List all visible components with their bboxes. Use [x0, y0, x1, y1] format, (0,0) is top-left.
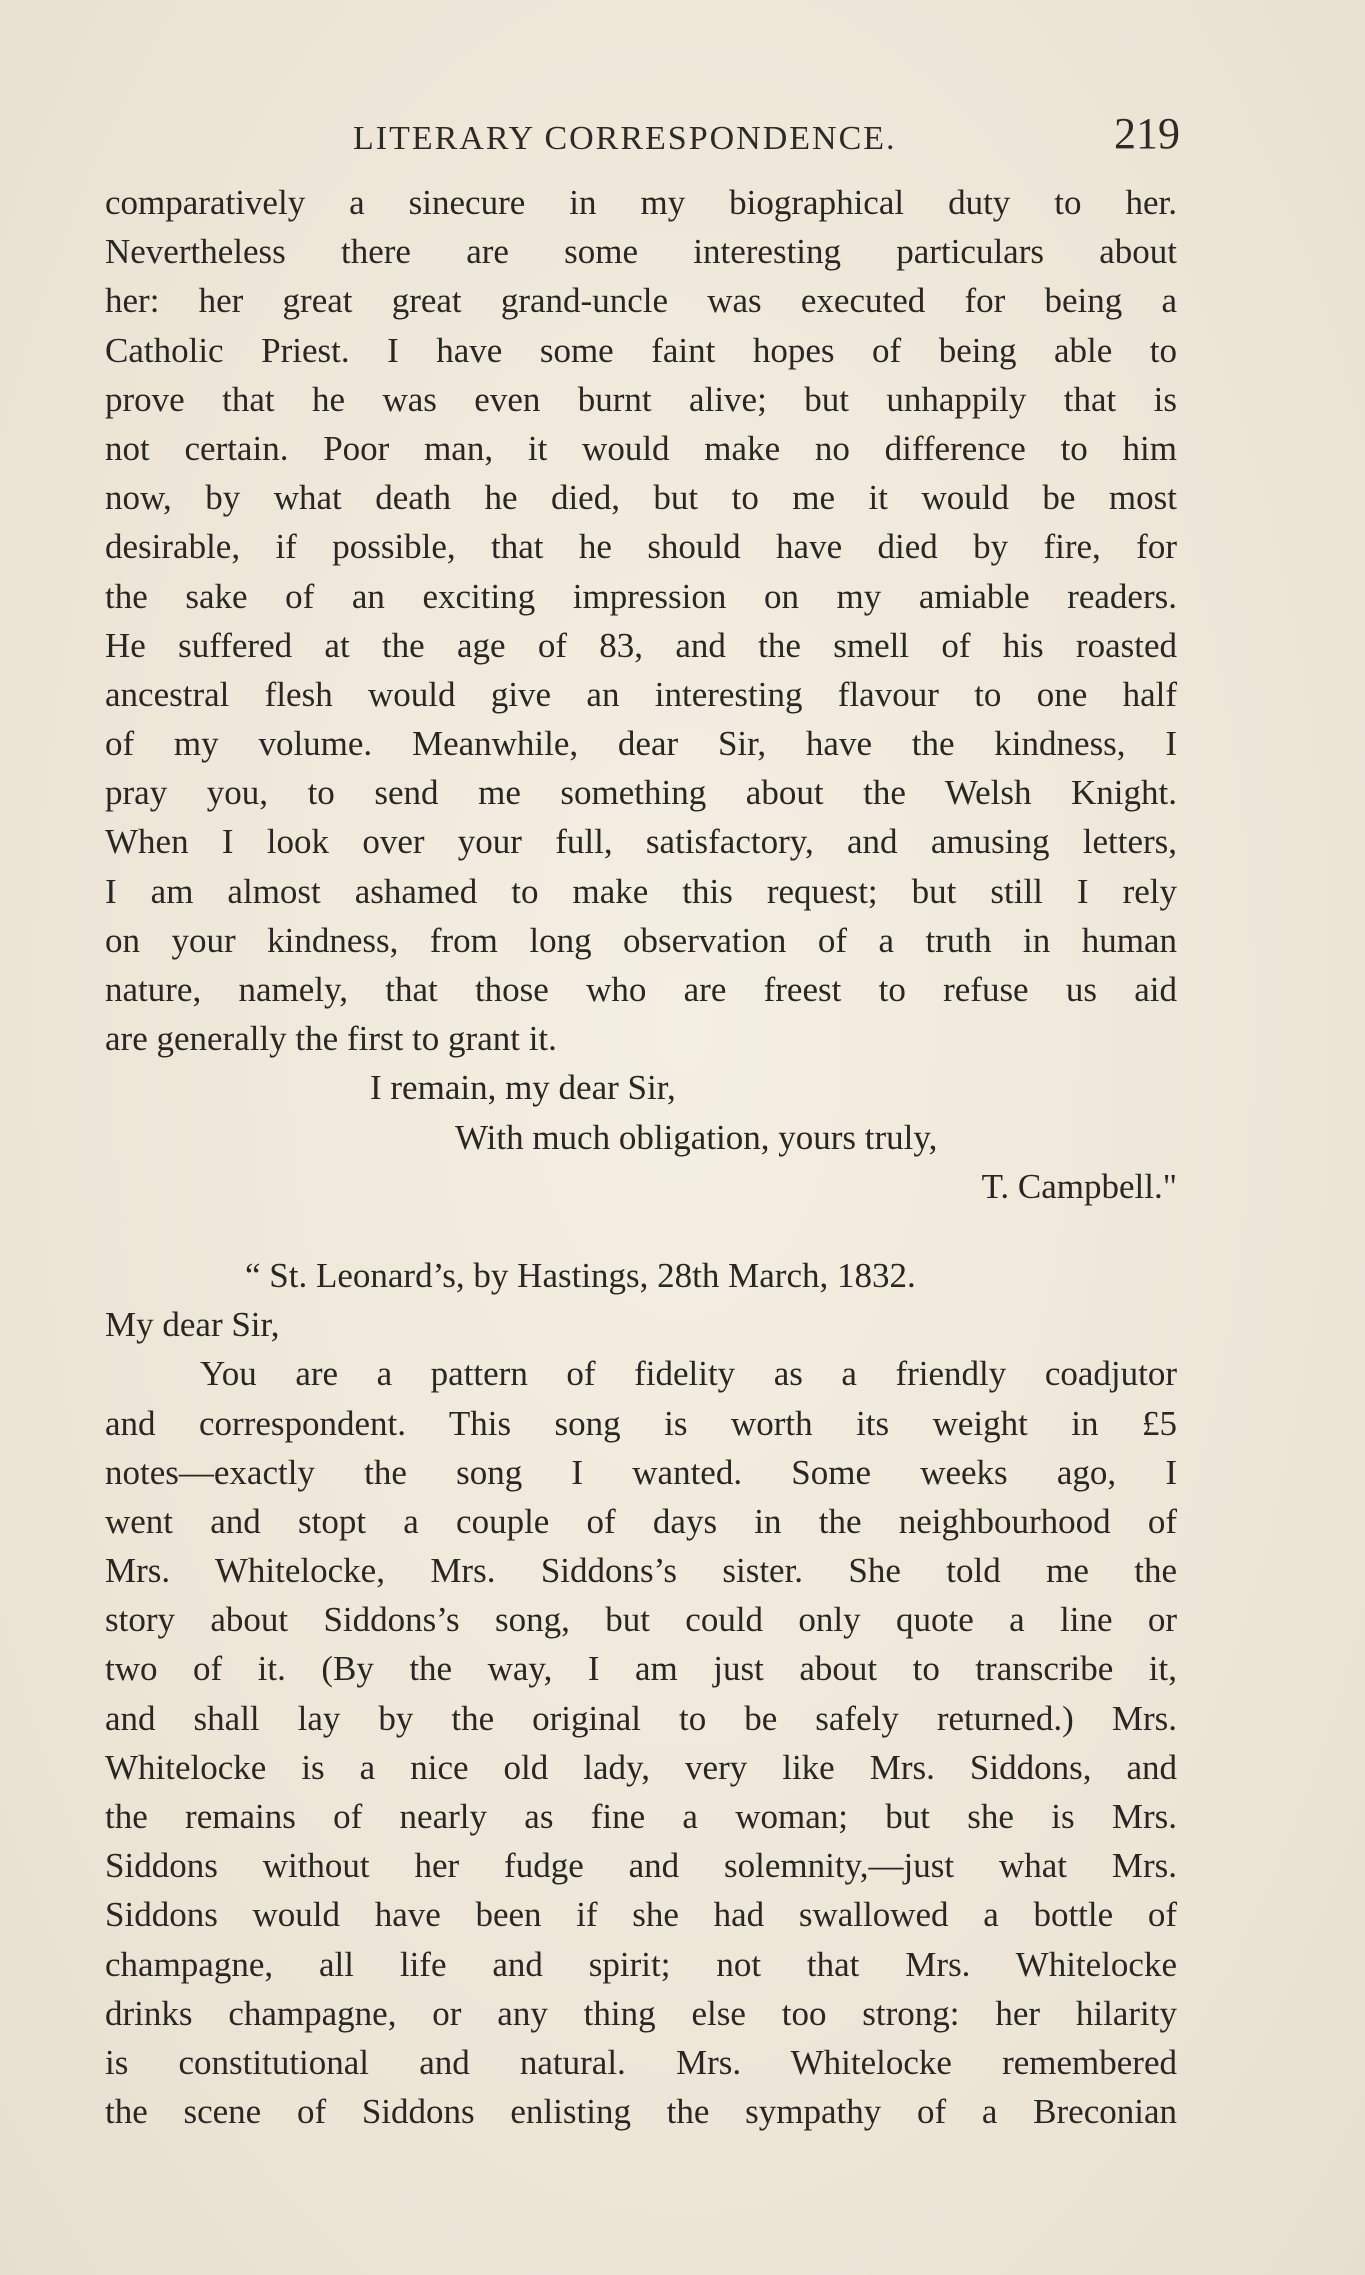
text-line: are generally the first to grant it. — [105, 1019, 557, 1059]
text-line: her: her great great grand-uncle was executed for being a — [105, 281, 1177, 321]
text-line: Catholic Priest. I have some faint hopes of being able to — [105, 330, 1177, 370]
text-line: went and stopt a couple of days in the neighbourhood of — [105, 1501, 1177, 1541]
text-line: and shall lay by the original to be safely returned.) Mrs. — [105, 1698, 1177, 1738]
text-line: Nevertheless there are some interesting particulars about — [105, 232, 1177, 272]
text-line: the remains of nearly as fine a woman; but she is Mrs. — [105, 1797, 1177, 1836]
text-line: ancestral flesh would give an interesting flavour to one half — [105, 674, 1177, 714]
text-line: You are a pattern of fidelity as a friendly coadjutor — [200, 1354, 1177, 1394]
text-line: the sake of an exciting impression on my amiable readers. — [105, 576, 1177, 616]
text-line: notes—exactly the song I wanted. Some weeks ago, I — [105, 1452, 1177, 1492]
text-line: comparatively a sinecure in my biographical duty to her. — [105, 183, 1177, 222]
text-line: on your kindness, from long observation of a truth in human — [105, 920, 1177, 960]
text-line: two of it. (By the way, I am just about to transcribe it, — [105, 1649, 1177, 1689]
text-line: Mrs. Whitelocke, Mrs. Siddons’s sister. She told me the — [105, 1551, 1177, 1591]
text-line: desirable, if possible, that he should have died by fire, for — [105, 527, 1177, 567]
text-line: I am almost ashamed to make this request; but still I rely — [105, 871, 1177, 911]
text-line: not certain. Poor man, it would make no difference to him — [105, 428, 1177, 468]
body-text — [105, 178, 1177, 2136]
running-head: LITERARY CORRESPONDENCE. — [353, 120, 897, 157]
text-line: the scene of Siddons enlisting the sympathy of a Breconian — [105, 2092, 1177, 2132]
text-line: Whitelocke is a nice old lady, very like Mrs. Siddons, and — [105, 1747, 1177, 1787]
page-header — [105, 108, 1180, 168]
letter-2-body — [105, 1349, 1177, 2136]
text-line: story about Siddons’s song, but could only quote a line or — [105, 1600, 1177, 1640]
closing-line: I remain, my dear Sir, — [370, 1068, 676, 1108]
page-number: 219 — [1114, 109, 1180, 158]
letter-separator — [105, 1211, 1177, 1251]
letter-1-body — [105, 178, 1177, 1063]
closing-line: With much obligation, yours truly, — [455, 1117, 938, 1157]
signature: T. Campbell." — [981, 1166, 1177, 1206]
text-line: When I look over your full, satisfactory, and amusing letters, — [105, 822, 1177, 862]
text-line: Siddons without her fudge and solemnity,—just what Mrs. — [105, 1846, 1177, 1886]
dateline: “ St. Leonard’s, by Hastings, 28th March, 1832. — [245, 1255, 916, 1295]
text-line: champagne, all life and spirit; not that Mrs. Whitelocke — [105, 1944, 1177, 1984]
text-line: drinks champagne, or any thing else too strong: her hilarity — [105, 1993, 1177, 2033]
text-line: of my volume. Meanwhile, dear Sir, have the kindness, I — [105, 724, 1177, 764]
text-line: prove that he was even burnt alive; but unhappily that is — [105, 379, 1177, 419]
text-line: pray you, to send me something about the Welsh Knight. — [105, 773, 1177, 813]
text-line: and correspondent. This song is worth its weight in £5 — [105, 1403, 1177, 1443]
text-line: Siddons would have been if she had swallowed a bottle of — [105, 1895, 1177, 1935]
text-line: He suffered at the age of 83, and the smell of his roasted — [105, 625, 1177, 665]
text-line: now, by what death he died, but to me it would be most — [105, 478, 1177, 518]
salutation: My dear Sir, — [105, 1305, 280, 1345]
text-line: nature, namely, that those who are freest to refuse us aid — [105, 970, 1177, 1009]
text-line: is constitutional and natural. Mrs. Whitelocke remembered — [105, 2042, 1177, 2082]
